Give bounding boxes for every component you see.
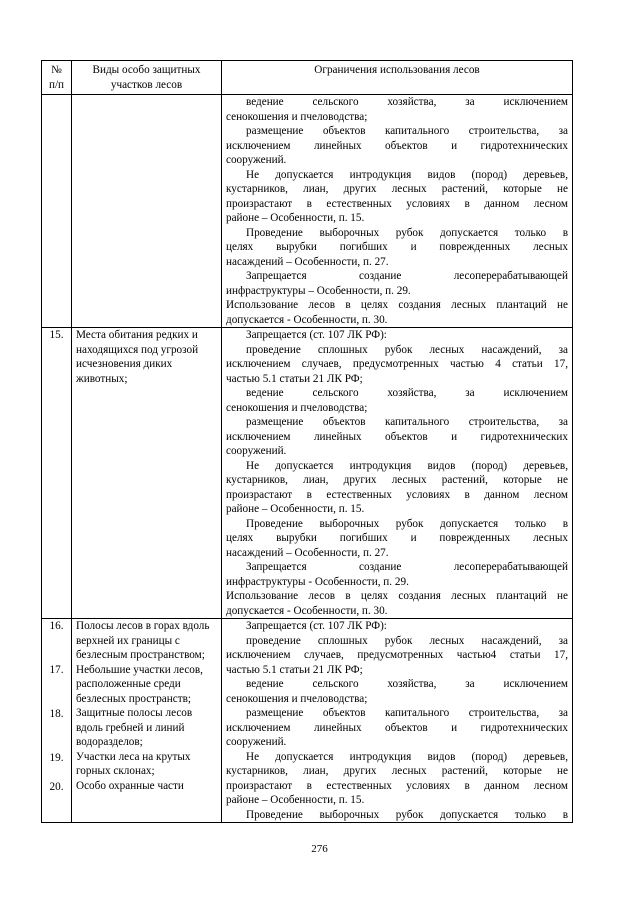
text-line: инфраструктуры – Особенности, п. 29. <box>226 284 411 297</box>
header-type: Виды особо защитных участков лесов <box>72 61 222 95</box>
entry-type: Полосы лесов в горах вдоль верхней их границы с безлесным пространством; <box>76 620 210 661</box>
text-line: кустарников, лиан, других лесных растений, которые не <box>226 474 568 486</box>
entry-type: Небольшие участки лесов, расположенные среди безлесных пространств; <box>76 663 203 705</box>
text-line: сооружений. <box>226 736 287 748</box>
text-line: кустарников, лиан, других лесных растений, которые не <box>226 765 568 777</box>
text-line: размещение объектов капитального строительства, за <box>246 416 568 428</box>
text-line: целях вырубки погибших и поврежденных лесных <box>226 241 568 253</box>
row-restrictions-cell <box>222 328 573 619</box>
text-line: допускается - Особенности, п. 30. <box>226 313 388 326</box>
entry-type: Защитные полосы лесов вдоль гребней и линий водоразделов; <box>76 707 193 748</box>
text-line: инфраструктуры - Особенности, п. 29. <box>226 575 409 588</box>
table-header-row <box>42 61 573 95</box>
row-number-cell: 15. <box>42 328 72 619</box>
text-line: произрастают в естественных условиях в данном лесном <box>226 779 568 792</box>
text-line: сооружений. <box>226 154 287 166</box>
text-line: Запрещается (ст. 107 ЛК РФ): <box>246 620 387 632</box>
text-line: кустарников, лиан, других лесных растений, которые не <box>226 183 568 195</box>
row-number-cell <box>42 95 72 328</box>
entry-number: 16. <box>49 620 64 632</box>
row-type-cell <box>72 619 222 823</box>
text-line: ведение сельского хозяйства, за исключением <box>246 96 568 108</box>
table-row <box>42 328 573 619</box>
text-line: сенокошения и пчеловодства; <box>226 692 368 705</box>
text-line: ведение сельского хозяйства, за исключением <box>246 387 568 399</box>
text-line: сооружений. <box>226 445 287 457</box>
text-line: произрастают в естественных условиях в данном лесном <box>226 488 568 501</box>
row-type-cell <box>72 95 222 328</box>
text-line: исключением линейных объектов и гидротехнических <box>226 721 568 734</box>
text-line: произрастают в естественных условиях в данном лесном <box>226 197 568 210</box>
text-line: исключением случаев, предусмотренных частью4 статьи 17, <box>226 649 568 661</box>
text-line: исключением линейных объектов и гидротехнических <box>226 139 568 152</box>
table-row <box>42 95 573 328</box>
text-line: Не допускается интродукция видов (пород) деревьев, <box>246 459 568 472</box>
text-line: Проведение выборочных рубок допускается только в <box>246 808 568 821</box>
page-number: 276 <box>311 843 328 855</box>
text-line: районе – Особенности, п. 15. <box>226 794 365 806</box>
text-line: исключением линейных объектов и гидротехнических <box>226 430 568 443</box>
entry-number: 17. <box>49 664 64 676</box>
entry-type: Особо охранные части <box>76 779 184 792</box>
restrictions-table <box>41 60 573 823</box>
entry-number: 19. <box>49 752 64 764</box>
text-line: районе – Особенности, п. 15. <box>226 212 365 224</box>
text-line: Использование лесов в целях создания лесных плантаций не <box>226 299 568 311</box>
text-line: размещение объектов капитального строительства, за <box>246 125 568 137</box>
text-line: целях вырубки погибших и поврежденных лесных <box>226 532 568 544</box>
text-line: Проведение выборочных рубок допускается только в <box>246 517 568 530</box>
text-line: исключением случаев, предусмотренных частью 4 статьи 17, <box>226 358 568 370</box>
text-line: насаждений – Особенности, п. 27. <box>226 546 389 559</box>
text-line: Использование лесов в целях создания лесных плантаций не <box>226 590 568 602</box>
text-line: Не допускается интродукция видов (пород) деревьев, <box>246 168 568 181</box>
text-line: размещение объектов капитального строительства, за <box>246 707 568 719</box>
entry-number: 20. <box>49 781 64 793</box>
header-restrictions: Ограничения использования лесов <box>222 61 573 95</box>
row-restrictions-cell <box>222 95 573 328</box>
text-line: сенокошения и пчеловодства; <box>226 110 368 123</box>
text-line: сенокошения и пчеловодства; <box>226 401 368 414</box>
entry-number: 18. <box>49 708 64 720</box>
text-line: частью 5.1 статьи 21 ЛК РФ; <box>226 663 363 676</box>
row-number-cell <box>42 619 72 823</box>
text-line: допускается - Особенности, п. 30. <box>226 604 388 617</box>
row-restrictions-cell <box>222 619 573 823</box>
text-line: Проведение выборочных рубок допускается только в <box>246 226 568 239</box>
text-line: Запрещается создание лесоперерабатывающей <box>246 270 568 282</box>
table-row <box>42 619 573 823</box>
text-line: насаждений – Особенности, п. 27. <box>226 255 389 268</box>
text-line: Запрещается создание лесоперерабатывающей <box>246 561 568 573</box>
text-line: проведение сплошных рубок лесных насаждений, за <box>246 634 568 647</box>
text-line: проведение сплошных рубок лесных насаждений, за <box>246 343 568 356</box>
text-line: ведение сельского хозяйства, за исключением <box>246 678 568 690</box>
row-type-cell: Места обитания редких и находящихся под угрозой исчезновения диких животных; <box>72 328 222 619</box>
header-num: № п/п <box>42 61 72 95</box>
text-line: Запрещается (ст. 107 ЛК РФ): <box>246 329 387 341</box>
text-line: Не допускается интродукция видов (пород) деревьев, <box>246 750 568 763</box>
text-line: районе – Особенности, п. 15. <box>226 503 365 515</box>
entry-type: Участки леса на крутых горных склонах; <box>76 750 191 777</box>
text-line: частью 5.1 статьи 21 ЛК РФ; <box>226 372 363 385</box>
